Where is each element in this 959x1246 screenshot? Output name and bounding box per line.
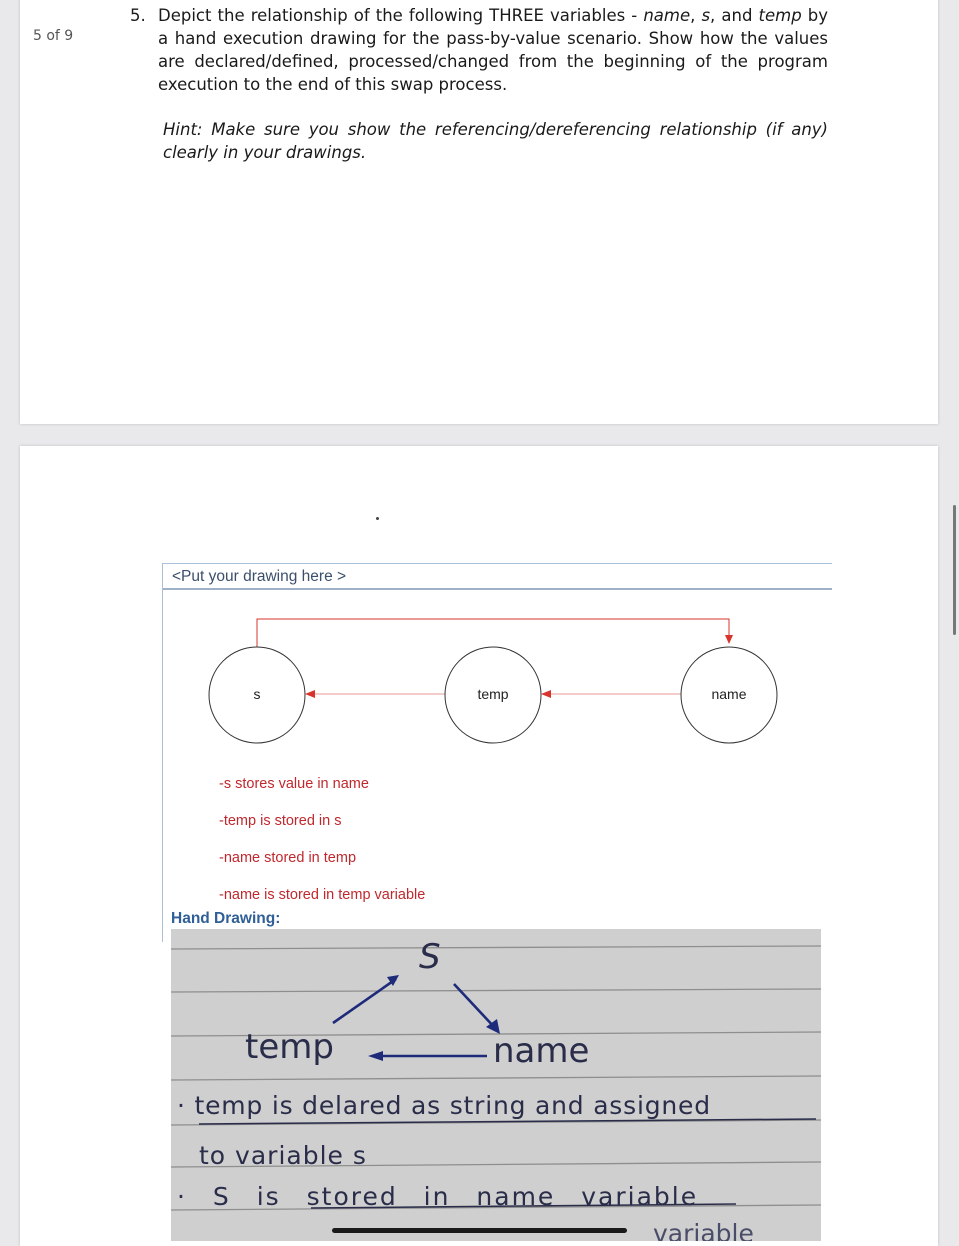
- hand-arrow-temp-to-s: [333, 979, 396, 1023]
- hand-line-1: · temp is delared as string and assigned: [177, 1091, 711, 1120]
- question-number: 5.: [130, 6, 146, 25]
- note-3: -name stored in temp: [219, 850, 357, 866]
- arrowhead-into-s: [305, 690, 315, 698]
- stray-dot: [376, 517, 379, 520]
- home-indicator-bar[interactable]: [332, 1228, 627, 1233]
- arrowhead-into-name: [725, 635, 733, 644]
- hand-drawing-label: Hand Drawing:: [171, 910, 281, 927]
- question-text: Depict the relationship of the following THREE variables - name, s, and temp by a hand execution drawing for the pass-by-value scenario. Show how the values are declared/defined, processed/changed from the beginning of the program execution to the end of this swap process.: [158, 6, 828, 94]
- hand-arrowhead-into-temp: [368, 1051, 383, 1061]
- node-name-label: name: [711, 686, 747, 702]
- node-s-label: s: [253, 686, 261, 702]
- hand-line-3: · S is stored in name variable: [177, 1182, 699, 1211]
- scrollbar[interactable]: [953, 505, 956, 635]
- note-1: -s stores value in name: [219, 776, 369, 792]
- hand-line-2: to variable s: [199, 1141, 367, 1170]
- variable-diagram-svg: [162, 590, 831, 760]
- hand-label-s: S: [419, 937, 441, 977]
- hand-drawing-photo: [171, 929, 821, 1241]
- note-2: -temp is stored in s: [219, 813, 342, 829]
- node-temp-label: temp: [477, 686, 509, 702]
- connector-s-to-name: [257, 619, 729, 647]
- page-indicator: 5 of 9: [33, 28, 74, 44]
- hand-line-4-partial: variable: [653, 1219, 754, 1241]
- hint-text: Hint: Make sure you show the referencing/dereferencing relationship (if any) clearly in your drawings.: [163, 120, 828, 162]
- drawing-box-header: [163, 564, 832, 590]
- drawing-box-header-text: <Put your drawing here >: [172, 568, 347, 585]
- note-4: -name is stored in temp variable: [219, 887, 426, 903]
- hand-label-temp: temp: [245, 1027, 334, 1067]
- variable-diagram: [162, 590, 831, 764]
- arrowhead-into-temp: [541, 690, 551, 698]
- hand-label-name: name: [493, 1031, 590, 1071]
